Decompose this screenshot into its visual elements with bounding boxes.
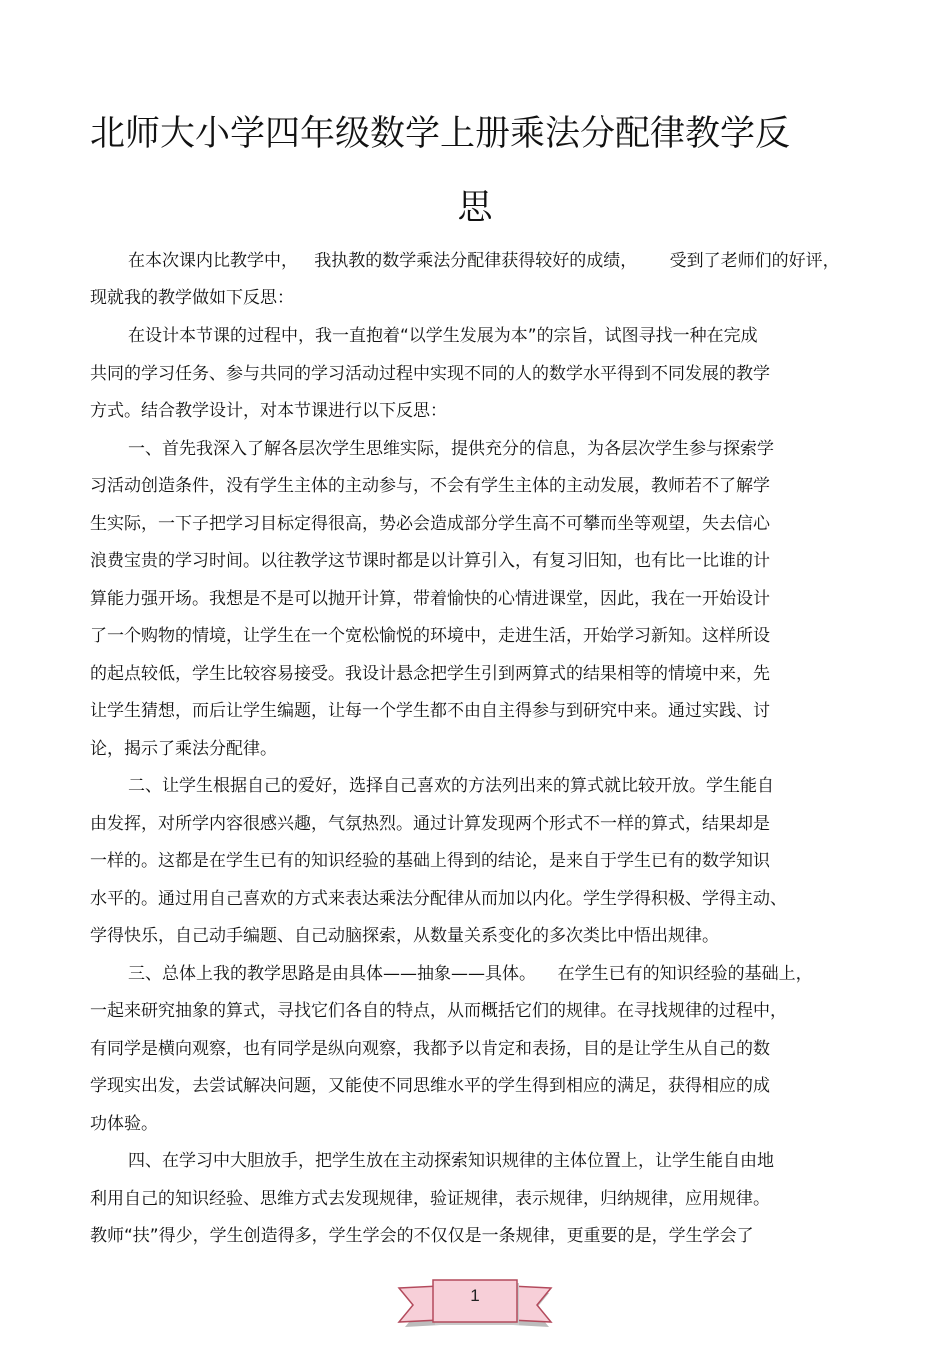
paragraph-line: 功体验。 [90, 1114, 158, 1134]
paragraph-line: 三、总体上我的教学思路是由具体——抽象——具体。 在学生已有的知识经验的基础上， [128, 964, 813, 984]
paragraph-line: 在设计本节课的过程中，我一直抱着“以学生发展为本”的宗旨，试图寻找一种在完成 [128, 326, 758, 346]
paragraph-line: 在本次课内比教学中， 我执教的数学乘法分配律获得较好的成绩， 受到了老师们的好评， [128, 251, 840, 271]
page-title: 北师大小学四年级数学上册乘法分配律教学反 [90, 114, 791, 154]
paragraph-line: 生实际，一下子把学习目标定得很高，势必会造成部分学生高不可攀而坐等观望，失去信心 [90, 514, 770, 534]
paragraph-line: 习活动创造条件，没有学生主体的主动参与，不会有学生主体的主动发展，教师若不了解学 [90, 476, 770, 496]
paragraph-line: 一样的。这都是在学生已有的知识经验的基础上得到的结论，是来自于学生已有的数学知识 [90, 851, 770, 871]
page-title-continued: 思 [457, 188, 493, 228]
paragraph-line: 让学生猜想，而后让学生编题，让每一个学生都不由自主得参与到研究中来。通过实践、讨 [90, 701, 770, 721]
paragraph-line: 由发挥，对所学内容很感兴趣，气氛热烈。通过计算发现两个形式不一样的算式，结果却是 [90, 814, 770, 834]
page-number-badge [395, 1276, 555, 1334]
paragraph-line: 利用自己的知识经验、思维方式去发现规律，验证规律，表示规律，归纳规律，应用规律。 [90, 1189, 770, 1209]
paragraph-line: 学现实出发，去尝试解决问题，又能使不同思维水平的学生得到相应的满足，获得相应的成 [90, 1076, 770, 1096]
paragraph-line: 的起点较低，学生比较容易接受。我设计悬念把学生引到两算式的结果相等的情境中来，先 [90, 664, 770, 684]
paragraph-line: 现就我的教学做如下反思： [90, 288, 294, 308]
paragraph-line: 浪费宝贵的学习时间。以往教学这节课时都是以计算引入，有复习旧知，也有比一比谁的计 [90, 551, 770, 571]
paragraph-line: 了一个购物的情境，让学生在一个宽松愉悦的环境中，走进生活，开始学习新知。这样所设 [90, 626, 770, 646]
paragraph-line: 算能力强开场。我想是不是可以抛开计算，带着愉快的心情进课堂，因此，我在一开始设计 [90, 589, 770, 609]
paragraph-line: 二、让学生根据自己的爱好，选择自己喜欢的方法列出来的算式就比较开放。学生能自 [128, 776, 774, 796]
paragraph-line: 一、首先我深入了解各层次学生思维实际，提供充分的信息，为各层次学生参与探索学 [128, 439, 774, 459]
page-number: 1 [470, 1286, 480, 1305]
paragraph-line: 方式。结合教学设计，对本节课进行以下反思： [90, 401, 447, 421]
paragraph-line: 学得快乐，自己动手编题、自己动脑探索，从数量关系变化的多次类比中悟出规律。 [90, 926, 719, 946]
paragraph-line: 有同学是横向观察，也有同学是纵向观察，我都予以肯定和表扬，目的是让学生从自己的数 [90, 1039, 770, 1059]
paragraph-line: 共同的学习任务、参与共同的学习活动过程中实现不同的人的数学水平得到不同发展的教学 [90, 364, 770, 384]
paragraph-line: 水平的。通过用自己喜欢的方式来表达乘法分配律从而加以内化。学生学得积极、学得主动、 [90, 889, 787, 909]
paragraph-line: 教师“扶”得少，学生创造得多，学生学会的不仅仅是一条规律，更重要的是，学生学会了 [90, 1226, 754, 1246]
paragraph-line: 一起来研究抽象的算式，寻找它们各自的特点，从而概括它们的规律。在寻找规律的过程中， [90, 1001, 787, 1021]
paragraph-line: 论，揭示了乘法分配律。 [90, 739, 277, 759]
paragraph-line: 四、在学习中大胆放手，把学生放在主动探索知识规律的主体位置上，让学生能自由地 [128, 1151, 774, 1171]
